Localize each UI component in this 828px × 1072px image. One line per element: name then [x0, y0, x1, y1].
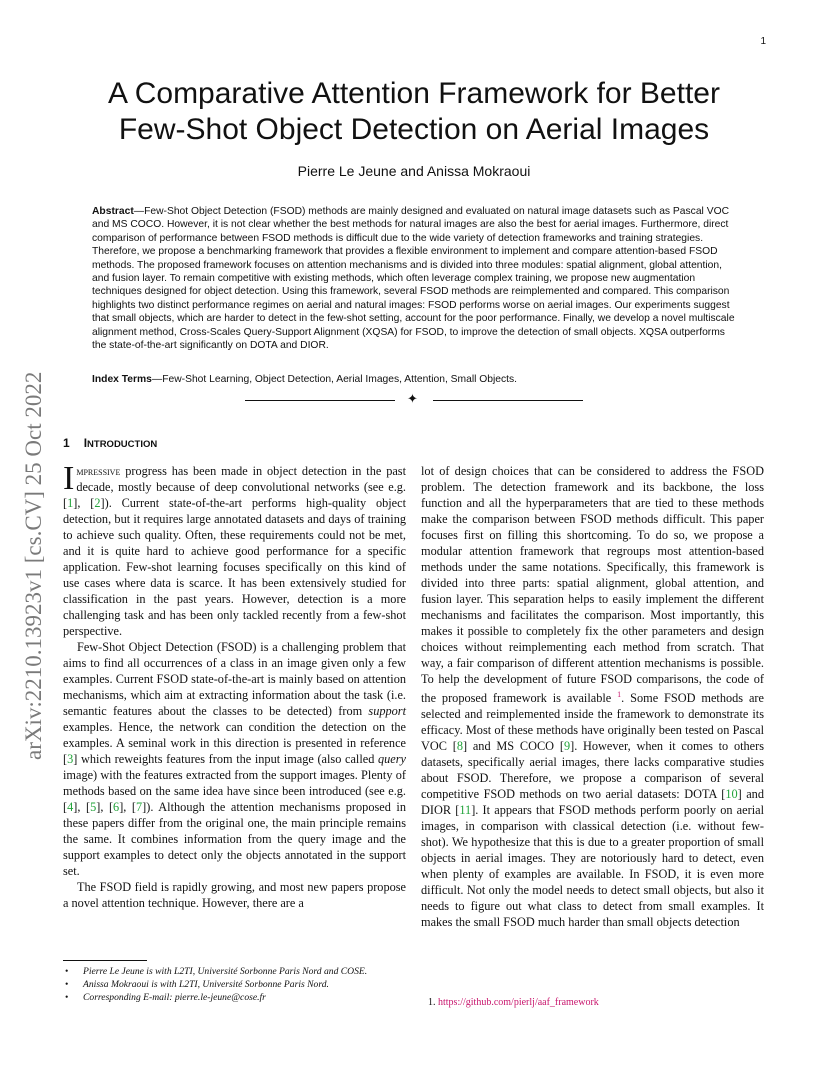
arxiv-identifier: arXiv:2210.13923v1 [cs.CV] 25 Oct 2022	[21, 371, 46, 760]
text-run: ]). Current state-of-the-art performs high-quality object detection, but it requires large annotated datasets and days of training to achieve such quality. Often, these requirements could not be met, and it is quite hard to achieve good performance for a specific application. Few-shot learning focuses specifically on this kind of use cases where data is scarce. It has been extensively studied for classification in the past years. However, detection is a more challenging task and has been only tackled recently from a few-shot perspective.	[63, 496, 406, 638]
citation-link[interactable]: 10	[725, 787, 738, 802]
italic-term: support	[368, 704, 406, 718]
text-run: ]. It appears that FSOD methods perform poorly on aerial images, in comparison with classical detection (i.e. without few-shot). We hypothesize that this is due to a greater proportion of small objects in aerial images. They are notoriously hard to detect, even when plenty of examples are available. In FSOD, it is even more difficult. Not only the model needs to detect small objects, but also it needs to figure out what class to detect from small examples. It makes the small FSOD much harder than small objects detection	[421, 803, 764, 930]
text-run: Few-Shot Object Detection (FSOD) is a challenging problem that aims to find all occurrences of a class in an image given only a few examples. Current FSOD state-of-the-art is mainly based on attention mechanisms, which aim at extracting information about the task (i.e. semantic features about the classes to be detected) from	[63, 640, 406, 718]
text-run: . Some FSOD methods are selected and reimplemented inside the framework to demonstrate its efficacy. Most of these methods have originally been tested on Pascal VOC [	[421, 691, 764, 754]
citation-link[interactable]: 5	[90, 800, 97, 814]
text-run: ], [	[96, 800, 114, 814]
citation-link[interactable]: 1	[67, 496, 74, 510]
citation-link[interactable]: 9	[563, 739, 571, 754]
text-run: ], [	[119, 800, 137, 814]
index-terms	[92, 373, 736, 386]
intro-paragraph-4	[421, 463, 764, 930]
text-run: ], [	[73, 496, 95, 510]
intro-paragraph-1	[63, 460, 406, 639]
affiliation-item: • Anissa Mokraoui is with L2TI, Université Sorbonne Paris Nord.	[63, 978, 423, 991]
citation-link[interactable]: 11	[459, 803, 472, 818]
citation-link[interactable]: 4	[67, 800, 74, 814]
left-column	[63, 460, 406, 911]
citation-link[interactable]: 8	[456, 739, 463, 754]
paper-title	[40, 76, 788, 148]
italic-term: query	[378, 752, 406, 766]
index-terms-label: Index Terms	[92, 374, 152, 385]
text-run: ]. However, when it comes to others datasets, specifically aerial images, there lacks comparative studies about FSOD. Therefore, we propose a comparison of several competitive FSOD methods on two aerial datasets: DOTA [	[421, 739, 765, 802]
citation-link[interactable]: 7	[136, 800, 143, 814]
section-title-first: I	[83, 436, 88, 450]
text-run: examples. Hence, the network can condition the detection on the examples. A seminal work in this direction is presented in reference [	[63, 720, 406, 766]
citation-link[interactable]: 6	[113, 800, 120, 814]
intro-paragraph-3: The FSOD field is rapidly growing, and most new papers propose a novel attention technique. However, there are a	[63, 880, 406, 910]
text-run: lot of design choices that can be considered to address the FSOD problem. The detection framework and its backbone, the loss function and all the hyperparameters that are tied to these methods make the comparison between FSOD methods difficult. This paper focuses first on filling this shortcoming. To do so, we propose a modular attention framework that regroups most attention-based methods under the same notations. Specifically, this framework is divided into three parts: spatial alignment, global attention, and fusion layer. This separation helps to easily implement the different mechanisms and facilitates the comparison. Most importantly, this makes it possible to completely fix the other parameters and design choices without reimplementing each method from scratch. That way, a fair comparison of different attention mechanisms is possible. To help the development of future FSOD comparisons, the code of the proposed framework is available	[421, 464, 764, 706]
abstract	[92, 205, 736, 352]
text-run: ] and DIOR [	[421, 787, 764, 818]
affiliation-item: • Pierre Le Jeune is with L2TI, Université Sorbonne Paris Nord and COSE.	[63, 965, 423, 978]
authors: Pierre Le Jeune and Anissa Mokraoui	[297, 163, 531, 179]
smallcaps-lead: mpressive	[76, 464, 121, 478]
separator-star-icon: ✦	[407, 392, 418, 407]
title-line-2: Few-Shot Object Detection on Aerial Images	[118, 113, 710, 146]
affiliation-item: • Corresponding E-mail: pierre.le-jeune@cose.fr	[63, 991, 423, 1004]
section-number: 1	[63, 436, 70, 450]
footnote-marker[interactable]: 1	[617, 690, 622, 699]
text-run: ]). Although the attention mechanisms proposed in these papers differ from the original one, the main principle remains the same. It combines information from the query image and the support examples to detect only the objects annotated in the support set.	[63, 800, 406, 878]
intro-paragraph-2	[63, 639, 406, 879]
citation-link[interactable]: 2	[94, 496, 101, 510]
title-line-1: A Comparative Attention Framework for Better	[108, 77, 720, 110]
drop-cap: I	[63, 460, 75, 497]
section-heading-introduction	[63, 436, 157, 450]
section-title-rest: NTRODUCTION	[87, 439, 158, 450]
citation-link[interactable]: 3	[67, 752, 74, 766]
footnote-rule	[63, 960, 147, 961]
footnote-1	[428, 997, 599, 1008]
footnote-number: 1.	[428, 997, 436, 1008]
text-run: ] and MS COCO [	[462, 739, 564, 754]
text-run: ], [	[73, 800, 91, 814]
text-run: ] which reweights features from the input image (also called	[73, 752, 378, 766]
text-run: progress has been made in object detection in the past decade, mostly because of deep convolutional networks (see e.g. [	[63, 464, 406, 510]
abstract-text: —Few-Shot Object Detection (FSOD) methods are mainly designed and evaluated on natural image datasets such as Pascal VOC and MS COCO. However, it is not clear whether the best methods for natural images are also the best for aerial images. Furthermore, direct comparison of performance between FSOD methods is difficult due to the wide variety of detection frameworks and training strategies. Therefore, we propose a benchmarking framework that provides a flexible environment to implement and compare attention-based FSOD methods. The proposed framework focuses on attention mechanisms and is divided into three modules: spatial alignment, global attention, and fusion layer. To remain competitive with existing methods, which often leverage complex training, we propose new augmentation techniques designed for object detection. Using this framework, several FSOD methods are reimplemented and compared. This comparison highlights two distinct performance regimes on aerial and natural images: FSOD performs worse on aerial images. Our experiments suggest that small objects, which are harder to detect in the few-shot setting, account for the poor performance. Finally, we develop a novel multiscale alignment method, Cross-Scales Query-Support Alignment (XQSA) for FSOD, to improve the detection of small objects. XQSA outperforms the state-of-the-art significantly on DOTA and DIOR.	[92, 206, 735, 352]
right-column	[421, 463, 764, 930]
separator-line-right	[433, 400, 583, 401]
section-separator	[245, 394, 583, 408]
abstract-label: Abstract	[92, 206, 134, 217]
footnote-url-link[interactable]: https://github.com/pierlj/aaf_framework	[438, 997, 599, 1008]
author-affiliations	[63, 965, 423, 1004]
text-run: image) with the features extracted from the support images. Plenty of methods based on the same idea have since been introduced (see e.g. [	[63, 768, 406, 814]
separator-line-left	[245, 400, 395, 401]
page-number: 1	[760, 36, 766, 47]
index-terms-text: —Few-Shot Learning, Object Detection, Aerial Images, Attention, Small Objects.	[151, 374, 518, 385]
